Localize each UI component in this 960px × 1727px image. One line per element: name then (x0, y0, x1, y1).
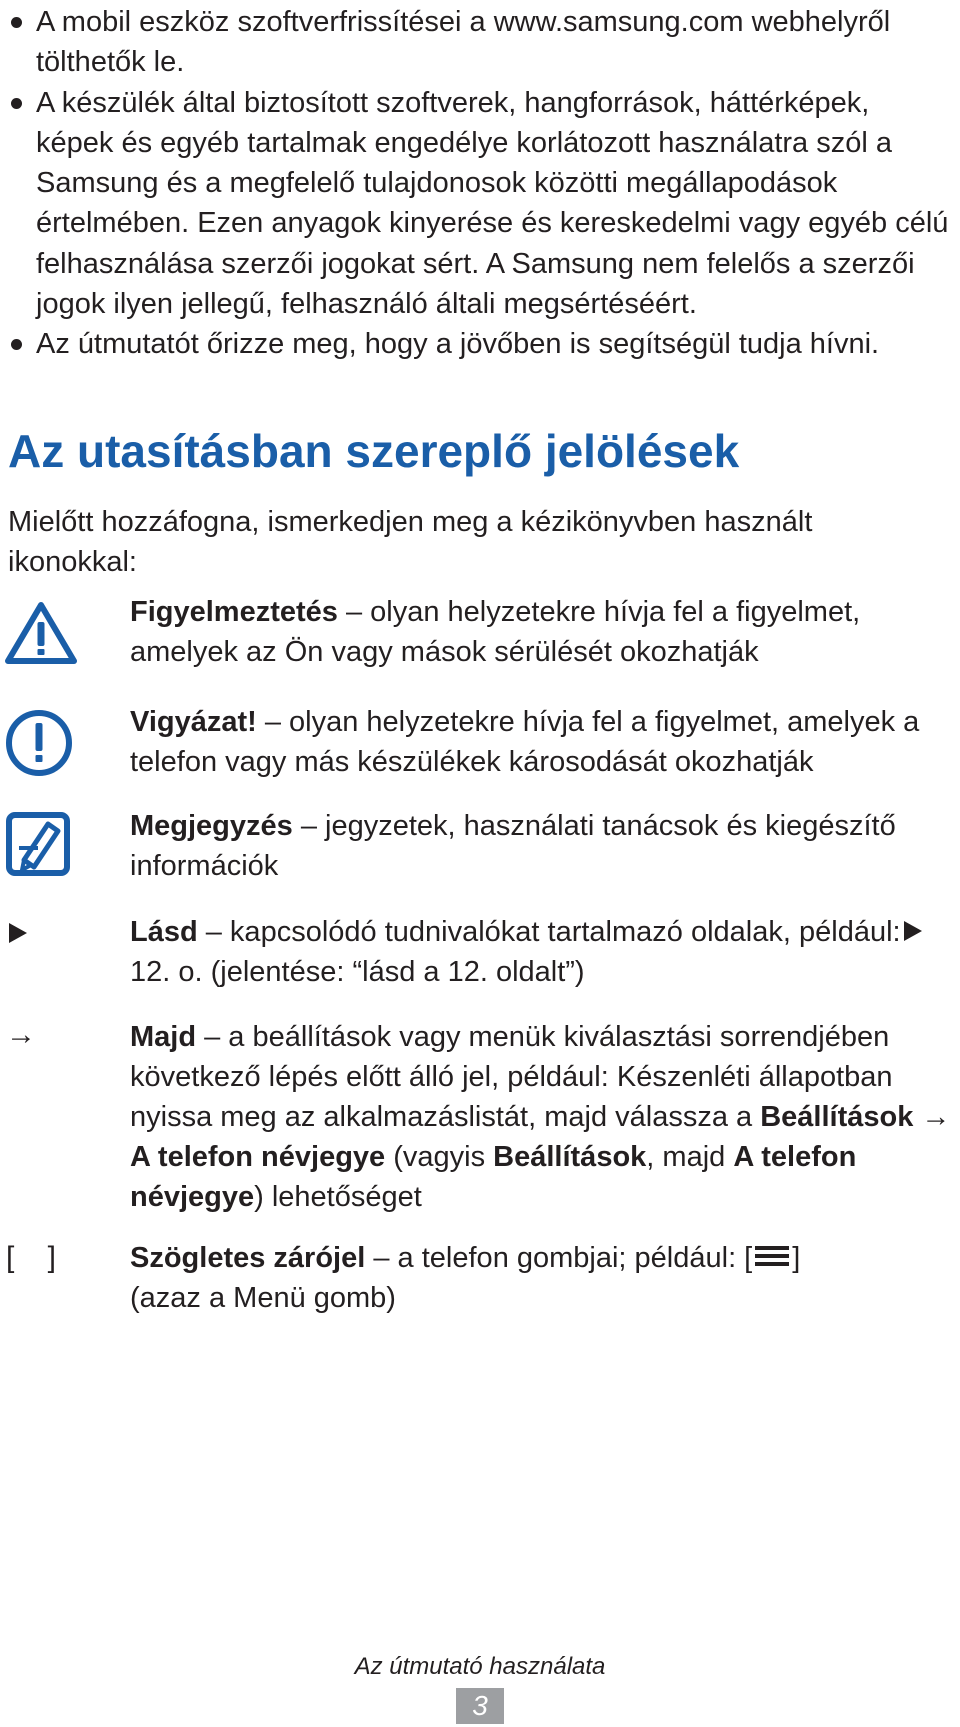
menu-path-item: Beállítások (760, 1101, 914, 1133)
menu-path-item: Beállítások (493, 1141, 647, 1173)
menu-path-item: A telefon névjegye (130, 1141, 857, 1213)
bullet-text: A készülék által biztosított szoftverek, hangforrások, háttérképek, képek és egyéb tartalmak engedélye korlátozott használatra szól a Samsung és a megfelelő tulajdonosok közötti megállapodások értelmében. Ezen anyagok kinyerése és kereskedelmi vagy egyéb célú felhasználása szerzői jogokat sért. A Samsung nem felelős a szerzői jogok ilyen jellegű, felhasználó általi megsértéséért. (36, 86, 949, 321)
bullet-dot-icon (11, 17, 22, 28)
legend-reference: 12. o. (jelentése: “lásd a 12. oldalt”) (130, 956, 585, 988)
legend-term: Megjegyzés (130, 810, 293, 842)
legend-text-then (130, 1017, 960, 1217)
legend-term: Majd (130, 1021, 197, 1053)
play-triangle-icon (8, 922, 28, 944)
legend-description: – jegyzetek, használati tanácsok és kiegészítő információk (130, 810, 896, 882)
bullet-text: Az útmutatót őrizze meg, hogy a jövőben is segítségül tudja hívni. (36, 328, 880, 361)
legend-term: Figyelmeztetés (130, 596, 338, 628)
legend-description: ] (792, 1242, 801, 1274)
legend-term: Lásd (130, 916, 198, 948)
bullet-item (8, 2, 953, 83)
legend-description: – kapcsolódó tudnivalókat tartalmazó oldalak, például: (205, 916, 901, 948)
play-triangle-inline-icon (904, 921, 922, 941)
bullet-list (8, 2, 953, 365)
legend-description: – a telefon gombjai; például: [ (373, 1242, 753, 1274)
section-title: Az utasításban szereplő jelölések (8, 425, 740, 477)
bullet-dot-icon (11, 98, 22, 109)
square-brackets-icon: [ ] (6, 1241, 57, 1274)
warning-triangle-icon (4, 600, 78, 666)
arrow-right-icon: → (6, 1018, 36, 1051)
bullet-item (8, 324, 953, 364)
bullet-dot-icon (11, 339, 22, 350)
legend-text-warning (130, 592, 960, 672)
note-pencil-icon (4, 810, 72, 878)
bullet-text: A mobil eszköz szoftverfrissítései a www.samsung.com webhelyről tölthetők le. (36, 6, 891, 79)
legend-text-brackets (130, 1238, 960, 1318)
legend-description: – a beállítások vagy menük kiválasztási sorrendjében következő lépés előtt álló jel, például: Készenléti állapotban nyissa meg az alkalmazáslistát, majd válassza a (130, 1021, 893, 1133)
menu-key-icon (752, 1244, 792, 1270)
arrow-right-inline-icon: → (921, 1101, 951, 1133)
page-number: 3 (456, 1688, 504, 1724)
legend-term: Vigyázat! (130, 706, 257, 738)
legend-text-caution (130, 702, 960, 782)
legend-description: (azaz a Menü gomb) (130, 1282, 396, 1314)
legend-description: – olyan helyzetekre hívja fel a figyelmet, amelyek az Ön vagy mások sérülését okozhatják (130, 596, 861, 668)
legend-text-note (130, 806, 960, 886)
legend-description: , majd (646, 1141, 726, 1173)
legend-term: Szögletes zárójel (130, 1242, 366, 1274)
footer-section-title: Az útmutató használata (354, 1653, 606, 1680)
legend-description: – olyan helyzetekre hívja fel a figyelmet, amelyek a telefon vagy más készülékek károsodását okozhatják (130, 706, 920, 778)
section-intro: Mielőtt hozzáfogna, ismerkedjen meg a kézikönyvben használt ikonokkal: (8, 506, 813, 578)
legend-description: (vagyis (393, 1141, 486, 1173)
legend-text-see (130, 912, 960, 992)
bullet-item (8, 83, 953, 325)
caution-circle-icon (4, 708, 74, 778)
legend-description: ) lehetőséget (254, 1181, 422, 1213)
menu-path-item: A telefon névjegye (130, 1141, 386, 1173)
